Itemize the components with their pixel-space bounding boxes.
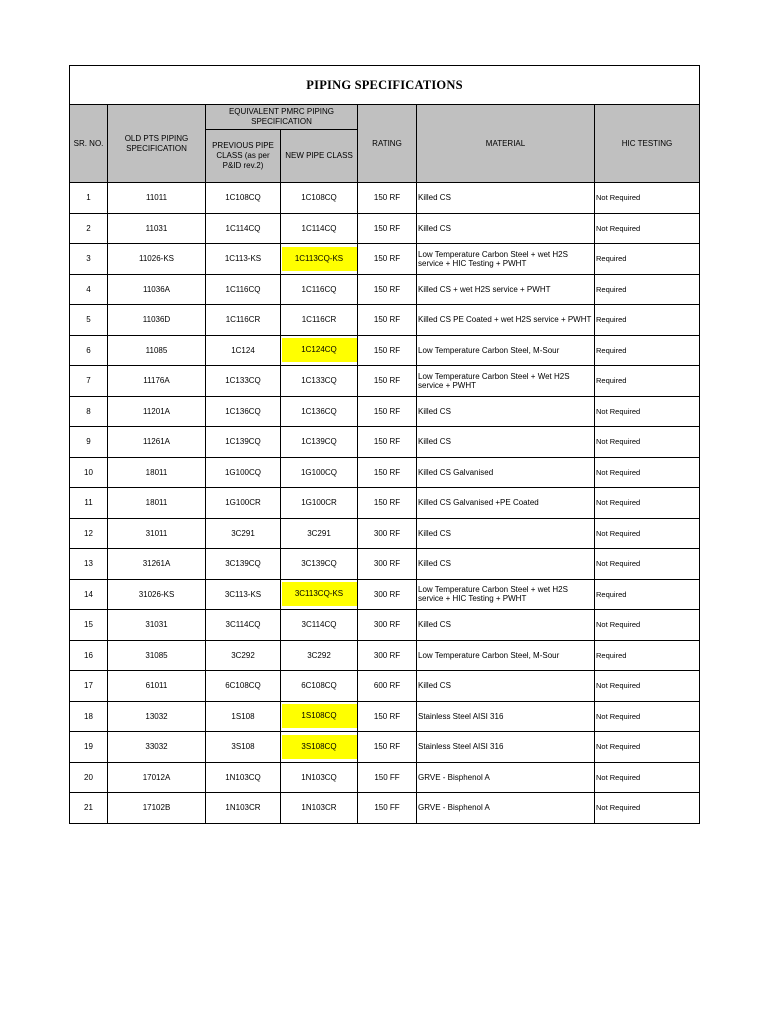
cell-sr-no: 9 [70,427,108,458]
cell-material: Stainless Steel AISI 316 [417,732,595,763]
cell-sr-no: 13 [70,549,108,580]
cell-rating: 150 RF [358,427,417,458]
cell-old-pts: 11085 [108,335,206,366]
cell-hic-testing: Not Required [595,183,700,214]
cell-hic-testing: Not Required [595,549,700,580]
cell-material: Killed CS [417,549,595,580]
cell-old-pts: 17102B [108,793,206,824]
table-row [70,213,700,244]
cell-old-pts: 18011 [108,457,206,488]
cell-rating: 150 FF [358,793,417,824]
table-row [70,701,700,732]
cell-new-class [281,732,358,763]
cell-new-class [281,335,358,366]
page-title: PIPING SPECIFICATIONS [70,66,700,105]
header-hic-testing: HIC TESTING [595,105,700,183]
cell-previous-class: 3C139CQ [206,549,281,580]
cell-hic-testing: Not Required [595,793,700,824]
cell-hic-testing: Not Required [595,610,700,641]
header-new-class: NEW PIPE CLASS [281,130,358,183]
cell-new-class: 1C116CQ [281,274,358,305]
cell-rating: 300 RF [358,518,417,549]
highlighted-new-class: 3S108CQ [282,735,357,759]
cell-hic-testing: Not Required [595,732,700,763]
cell-new-class: 3C139CQ [281,549,358,580]
cell-new-class: 1C136CQ [281,396,358,427]
cell-material: Killed CS Galvanised [417,457,595,488]
cell-new-class: 1C133CQ [281,366,358,397]
cell-old-pts: 11036A [108,274,206,305]
cell-material: Low Temperature Carbon Steel + Wet H2S service + PWHT [417,366,595,397]
table-row [70,762,700,793]
cell-previous-class: 1C139CQ [206,427,281,458]
cell-old-pts: 11011 [108,183,206,214]
cell-rating: 150 RF [358,274,417,305]
cell-rating: 150 RF [358,335,417,366]
cell-new-class [281,701,358,732]
table-row [70,396,700,427]
cell-sr-no: 5 [70,305,108,336]
table-row [70,457,700,488]
cell-new-class: 3C291 [281,518,358,549]
cell-hic-testing: Not Required [595,427,700,458]
cell-new-class: 1G100CQ [281,457,358,488]
table-row [70,244,700,275]
cell-sr-no: 3 [70,244,108,275]
cell-hic-testing: Not Required [595,701,700,732]
cell-sr-no: 4 [70,274,108,305]
cell-sr-no: 2 [70,213,108,244]
cell-hic-testing: Not Required [595,671,700,702]
cell-old-pts: 11036D [108,305,206,336]
cell-previous-class: 3S108 [206,732,281,763]
cell-material: Stainless Steel AISI 316 [417,701,595,732]
header-previous-class: PREVIOUS PIPE CLASS (as per P&ID rev.2) [206,130,281,183]
cell-hic-testing: Not Required [595,518,700,549]
table-row [70,640,700,671]
cell-old-pts: 31085 [108,640,206,671]
header-old-pts: OLD PTS PIPING SPECIFICATION [108,105,206,183]
table-row [70,183,700,214]
cell-rating: 150 RF [358,488,417,519]
cell-material: GRVE - Bisphenol A [417,793,595,824]
cell-old-pts: 33032 [108,732,206,763]
cell-rating: 150 RF [358,244,417,275]
cell-old-pts: 13032 [108,701,206,732]
cell-old-pts: 11261A [108,427,206,458]
cell-rating: 150 RF [358,183,417,214]
cell-old-pts: 31261A [108,549,206,580]
cell-previous-class: 1C124 [206,335,281,366]
cell-material: Low Temperature Carbon Steel, M-Sour [417,335,595,366]
cell-old-pts: 31011 [108,518,206,549]
cell-old-pts: 11026-KS [108,244,206,275]
table-row [70,305,700,336]
cell-new-class [281,244,358,275]
cell-rating: 300 RF [358,610,417,641]
table-row [70,610,700,641]
cell-hic-testing: Required [595,640,700,671]
cell-rating: 600 RF [358,671,417,702]
cell-old-pts: 31026-KS [108,579,206,610]
cell-material: Killed CS [417,671,595,702]
table-row [70,732,700,763]
cell-rating: 150 FF [358,762,417,793]
cell-old-pts: 11201A [108,396,206,427]
cell-old-pts: 11031 [108,213,206,244]
cell-rating: 150 RF [358,732,417,763]
cell-previous-class: 1C113-KS [206,244,281,275]
table-row [70,518,700,549]
cell-sr-no: 16 [70,640,108,671]
cell-sr-no: 7 [70,366,108,397]
header-rating: RATING [358,105,417,183]
cell-sr-no: 1 [70,183,108,214]
cell-sr-no: 17 [70,671,108,702]
table-row [70,549,700,580]
cell-material: Killed CS [417,427,595,458]
cell-hic-testing: Not Required [595,396,700,427]
table-row [70,488,700,519]
cell-rating: 300 RF [358,640,417,671]
table-row [70,274,700,305]
cell-material: Killed CS [417,213,595,244]
cell-previous-class: 1C108CQ [206,183,281,214]
cell-rating: 300 RF [358,549,417,580]
cell-rating: 150 RF [358,305,417,336]
cell-material: Killed CS [417,396,595,427]
cell-rating: 150 RF [358,701,417,732]
table-row [70,366,700,397]
cell-material: Killed CS + wet H2S service + PWHT [417,274,595,305]
cell-sr-no: 21 [70,793,108,824]
cell-hic-testing: Required [595,244,700,275]
cell-previous-class: 1C133CQ [206,366,281,397]
cell-previous-class: 1C114CQ [206,213,281,244]
cell-old-pts: 11176A [108,366,206,397]
cell-new-class: 3C292 [281,640,358,671]
header-material: MATERIAL [417,105,595,183]
cell-rating: 150 RF [358,457,417,488]
cell-previous-class: 3C114CQ [206,610,281,641]
cell-material: Low Temperature Carbon Steel + wet H2S service + HIC Testing + PWHT [417,244,595,275]
cell-old-pts: 61011 [108,671,206,702]
piping-specifications-table [69,65,700,824]
table-row [70,427,700,458]
cell-new-class: 1C116CR [281,305,358,336]
cell-new-class: 1C108CQ [281,183,358,214]
cell-previous-class: 1N103CQ [206,762,281,793]
cell-new-class: 6C108CQ [281,671,358,702]
cell-hic-testing: Required [595,366,700,397]
cell-previous-class: 1G100CQ [206,457,281,488]
cell-previous-class: 1G100CR [206,488,281,519]
highlighted-new-class: 1S108CQ [282,704,357,728]
cell-sr-no: 14 [70,579,108,610]
cell-material: Killed CS Galvanised +PE Coated [417,488,595,519]
cell-material: Killed CS [417,183,595,214]
cell-sr-no: 20 [70,762,108,793]
cell-material: Killed CS PE Coated + wet H2S service + PWHT [417,305,595,336]
cell-sr-no: 6 [70,335,108,366]
cell-rating: 150 RF [358,366,417,397]
table-row [70,579,700,610]
cell-hic-testing: Not Required [595,488,700,519]
cell-hic-testing: Not Required [595,457,700,488]
table-row [70,335,700,366]
cell-previous-class: 1S108 [206,701,281,732]
cell-previous-class: 3C292 [206,640,281,671]
table-body [70,183,700,824]
cell-previous-class: 1C116CQ [206,274,281,305]
table-row [70,671,700,702]
cell-sr-no: 8 [70,396,108,427]
cell-previous-class: 3C291 [206,518,281,549]
cell-hic-testing: Not Required [595,213,700,244]
cell-new-class: 1C114CQ [281,213,358,244]
cell-sr-no: 18 [70,701,108,732]
cell-old-pts: 31031 [108,610,206,641]
cell-new-class: 1G100CR [281,488,358,519]
cell-material: GRVE - Bisphenol A [417,762,595,793]
cell-hic-testing: Required [595,579,700,610]
cell-previous-class: 6C108CQ [206,671,281,702]
highlighted-new-class: 1C113CQ-KS [282,247,357,271]
cell-previous-class: 1C116CR [206,305,281,336]
cell-sr-no: 12 [70,518,108,549]
highlighted-new-class: 1C124CQ [282,338,357,362]
cell-old-pts: 17012A [108,762,206,793]
cell-new-class: 3C114CQ [281,610,358,641]
cell-material: Killed CS [417,518,595,549]
cell-hic-testing: Required [595,274,700,305]
table-row [70,793,700,824]
cell-material: Low Temperature Carbon Steel, M-Sour [417,640,595,671]
cell-sr-no: 19 [70,732,108,763]
cell-hic-testing: Not Required [595,762,700,793]
cell-new-class: 1N103CQ [281,762,358,793]
cell-previous-class: 1N103CR [206,793,281,824]
cell-sr-no: 11 [70,488,108,519]
cell-new-class [281,579,358,610]
cell-previous-class: 1C136CQ [206,396,281,427]
cell-old-pts: 18011 [108,488,206,519]
highlighted-new-class: 3C113CQ-KS [282,582,357,606]
cell-new-class: 1N103CR [281,793,358,824]
cell-new-class: 1C139CQ [281,427,358,458]
cell-previous-class: 3C113-KS [206,579,281,610]
cell-hic-testing: Required [595,335,700,366]
cell-hic-testing: Required [595,305,700,336]
cell-rating: 300 RF [358,579,417,610]
cell-material: Low Temperature Carbon Steel + wet H2S service + HIC Testing + PWHT [417,579,595,610]
cell-material: Killed CS [417,610,595,641]
header-sr-no: SR. NO. [70,105,108,183]
cell-rating: 150 RF [358,213,417,244]
cell-sr-no: 10 [70,457,108,488]
header-equivalent: EQUIVALENT PMRC PIPING SPECIFICATION [206,105,358,130]
cell-sr-no: 15 [70,610,108,641]
cell-rating: 150 RF [358,396,417,427]
